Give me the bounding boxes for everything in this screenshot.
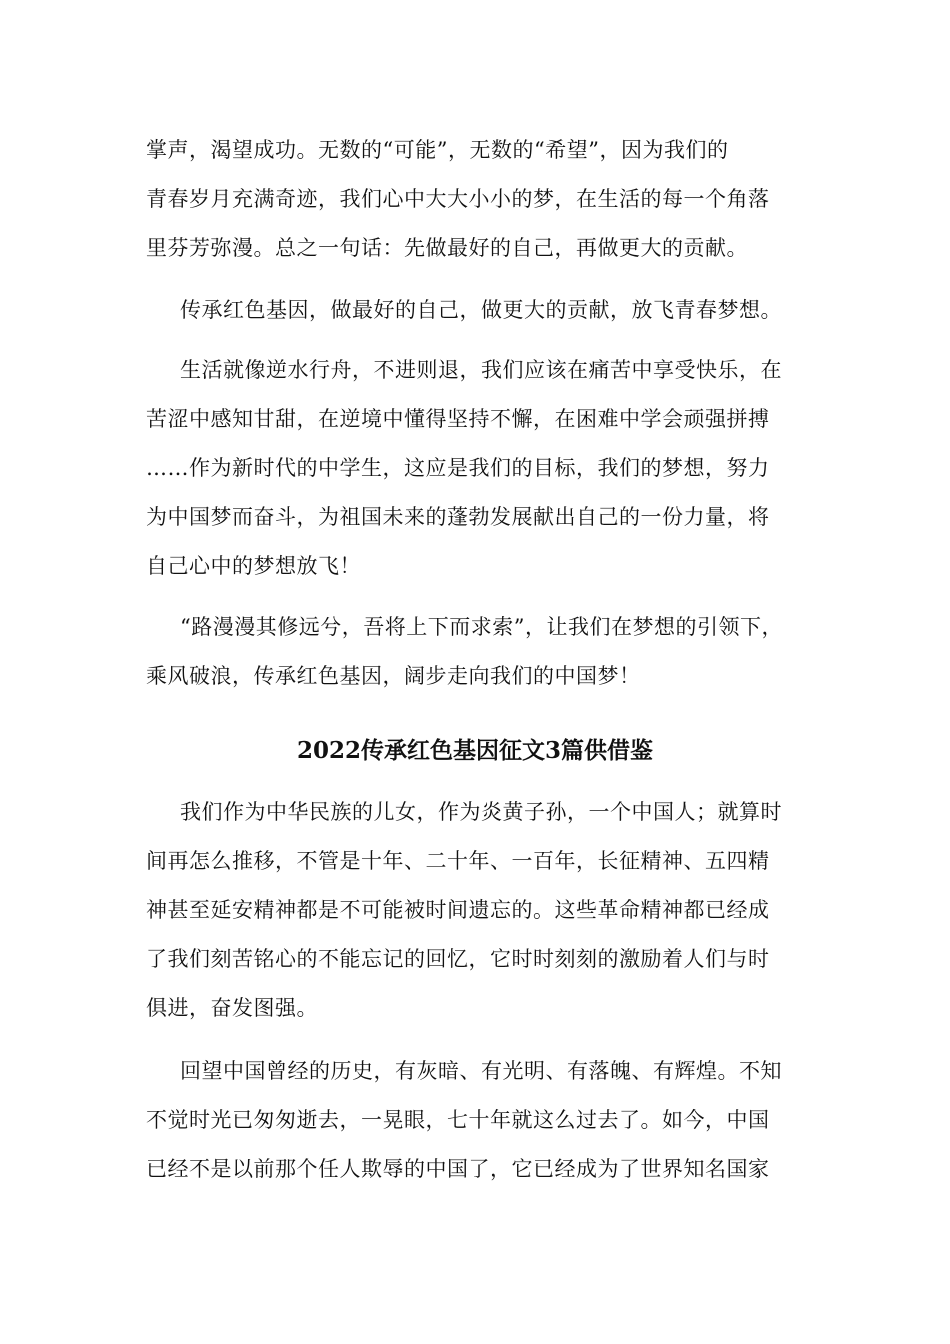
- text-line: 掌声，渴望成功。无数的“可能”，无数的“希望”，因为我们的: [146, 138, 729, 162]
- text-line: 为中国梦而奋斗，为祖国未来的蓬勃发展献出自己的一份力量，将: [146, 505, 770, 529]
- text-line: “路漫漫其修远兮，吾将上下而求索”，让我们在梦想的引领下，: [180, 615, 783, 639]
- text-line: 不觉时光已匆匆逝去，一晃眼，七十年就这么过去了。如今，中国: [146, 1108, 770, 1132]
- text-line: 里芬芳弥漫。总之一句话：先做最好的自己，再做更大的贡献。: [146, 236, 748, 260]
- text-line: 回望中国曾经的历史，有灰暗、有光明、有落魄、有辉煌。不知: [180, 1059, 782, 1083]
- text-line: 神甚至延安精神都是不可能被时间遗忘的。这些革命精神都已经成: [146, 898, 770, 922]
- text-line: 了我们刻苦铭心的不能忘记的回忆，它时时刻刻的激励着人们与时: [146, 947, 770, 971]
- text-line: 青春岁月充满奇迹，我们心中大大小小的梦，在生活的每一个角落: [146, 187, 770, 211]
- text-line: 间再怎么推移，不管是十年、二十年、一百年，长征精神、五四精: [146, 849, 770, 873]
- text-line: 已经不是以前那个任人欺辱的中国了，它已经成为了世界知名国家: [146, 1157, 770, 1181]
- text-line: 乘风破浪，传承红色基因，阔步走向我们的中国梦！: [146, 664, 641, 688]
- text-line: 生活就像逆水行舟，不进则退，我们应该在痛苦中享受快乐，在: [180, 358, 782, 382]
- text-line: 俱进，奋发图强。: [146, 996, 318, 1020]
- text-line: 我们作为中华民族的儿女，作为炎黄子孙，一个中国人；就算时: [180, 800, 782, 824]
- text-line: 自己心中的梦想放飞！: [146, 554, 361, 578]
- text-line: 苦涩中感知甘甜，在逆境中懂得坚持不懈，在困难中学会顽强拼搏: [146, 407, 770, 431]
- text-line: 传承红色基因，做最好的自己，做更大的贡献，放飞青春梦想。: [180, 298, 782, 322]
- section-heading: 2022传承红色基因征文3篇供借鉴: [296, 737, 654, 764]
- text-line: ……作为新时代的中学生，这应是我们的目标，我们的梦想，努力: [146, 456, 770, 480]
